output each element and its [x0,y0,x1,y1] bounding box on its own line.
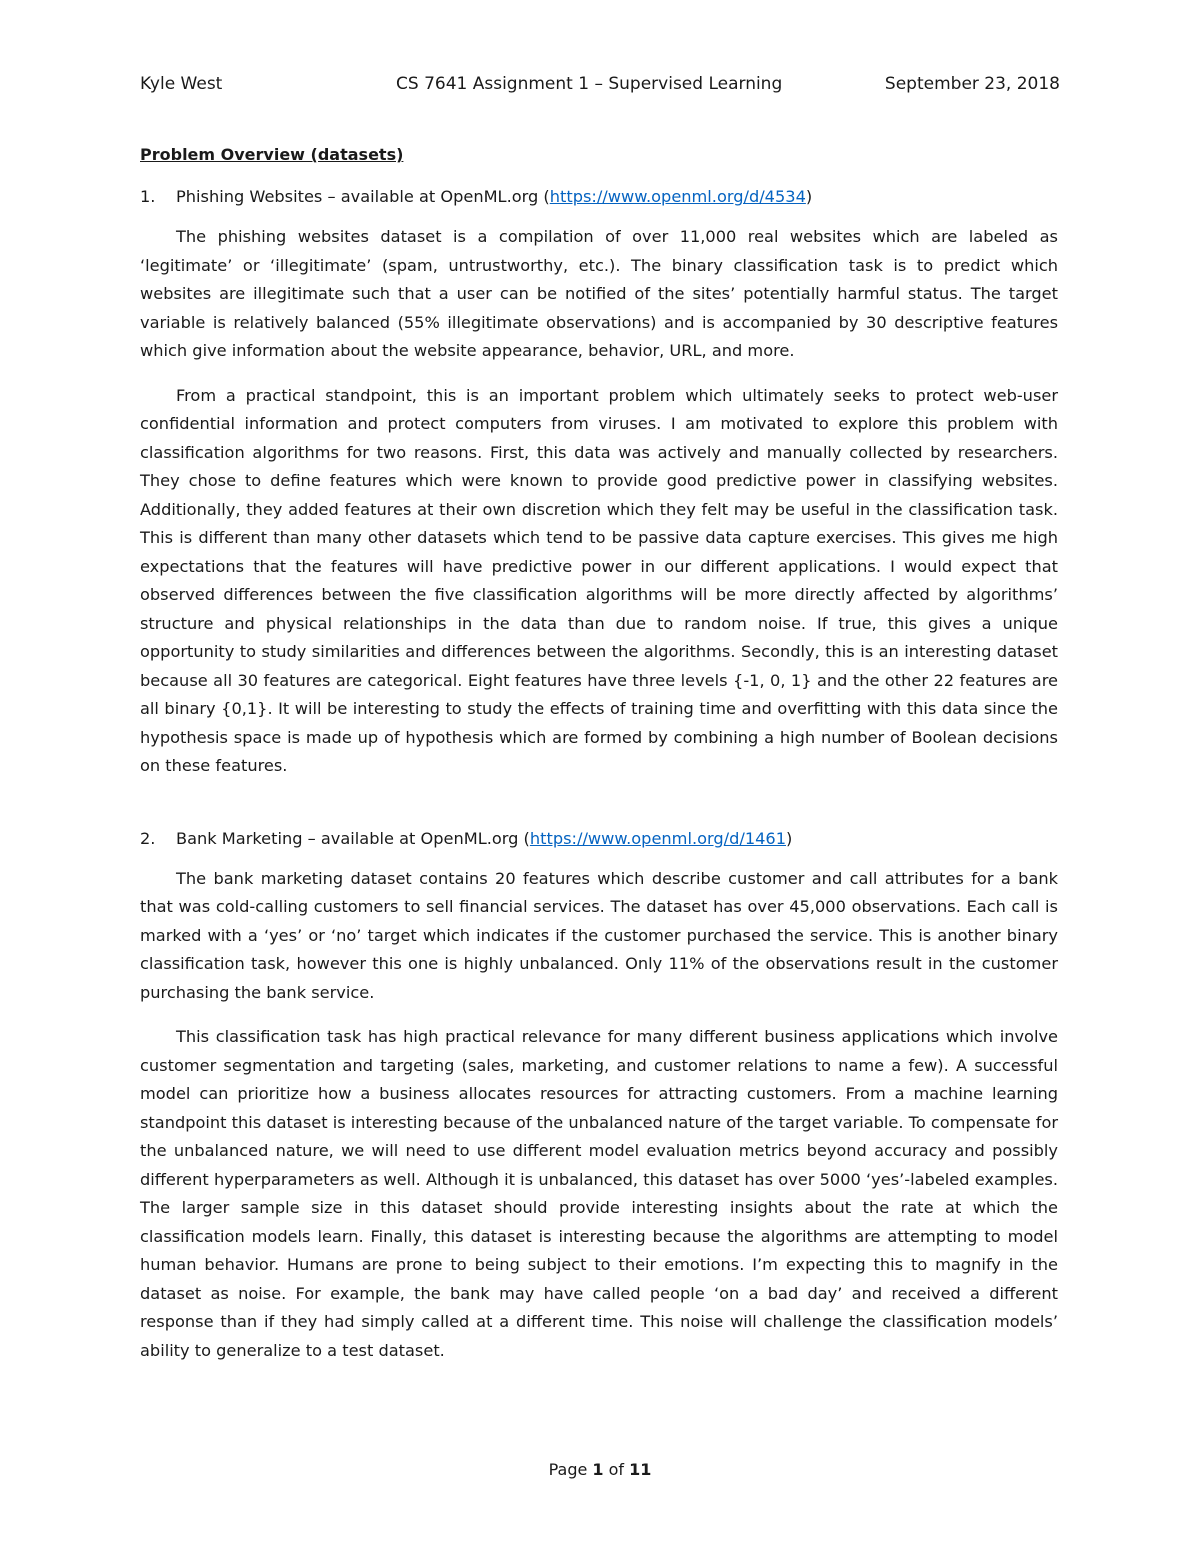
footer-of-word: of [608,1460,625,1479]
dataset-1-paragraph-2: From a practical standpoint, this is an important problem which ultimately seeks to protect web-user confidential information and protect computers from viruses. I am motivated to explore this problem with classification algorithms for two reasons. First, this data was actively and manually collected by researchers. They chose to define features which were known to provide good predictive power in classifying websites. Additionally, they added features at their own discretion which they felt may be useful in the classification task. This is different than many other datasets which tend to be passive data capture exercises. This gives me high expectations that the features will have predictive power in our different applications. I would expect that observed differences between the five classification algorithms will be more directly affected by algorithms’ structure and physical relationships in the data than due to random noise. If true, this gives a unique opportunity to study similarities and differences between the algorithms. Secondly, this is an interesting dataset because all 30 features are categorical. Eight features have three levels {-1, 0, 1} and the other 22 features are all binary {0,1}. It will be interesting to study the effects of training time and overfitting with this data since the hypothesis space is made up of hypothesis which are formed by combining a high number of Boolean decisions on these features. [140,385,1058,775]
dataset-1-number: 1. [140,187,156,206]
footer-page-total: 11 [629,1460,652,1479]
section-title: Problem Overview (datasets) [140,145,404,164]
dataset-2-link[interactable]: https://www.openml.org/d/1461 [529,828,787,848]
dataset-1-title: Phishing Websites – available at OpenML.org (https://www.openml.org/d/4534) [176,187,813,206]
dataset-2-number: 2. [140,828,156,848]
dataset-1-heading [140,185,1058,209]
footer-page-number: 1 [592,1460,604,1479]
dataset-2-paragraph-2: This classification task has high practical relevance for many different business applications which involve customer segmentation and targeting (sales, marketing, and customer relations to name a few). A successful model can prioritize how a business allocates resources for attracting customers. From a machine learning standpoint this dataset is interesting because of the unbalanced nature of the target variable. To compensate for the unbalanced nature, we will need to use different model evaluation metrics beyond accuracy and possibly different hyperparameters as well. Although it is unbalanced, this dataset has over 5000 ‘yes’-labeled examples. The larger sample size in this dataset should provide interesting insights about the rate at which the classification models learn. Finally, this dataset is interesting because the algorithms are attempting to model human behavior. Humans are prone to being subject to their emotions. I’m expecting this to magnify in the dataset as noise. For example, the bank may have called people ‘on a bad day’ and received a different response than if they had simply called at a different time. This noise will challenge the classification models’ ability to generalize to a test dataset. [140,1027,1058,1360]
dataset-2-heading [140,827,1058,851]
dataset-1-link[interactable]: https://www.openml.org/d/4534 [549,187,806,206]
section-spacer [140,797,1058,827]
header-title: CS 7641 Assignment 1 – Supervised Learning [396,74,783,94]
page-content [140,143,1058,1381]
header-author: Kyle West [140,74,223,94]
page-header [140,74,1060,98]
dataset-2-paragraph-1: The bank marketing dataset contains 20 features which describe customer and call attributes for a bank that was cold-calling customers to sell financial services. The dataset has over 45,000 observations. Each call is marked with a ‘yes’ or ‘no’ target which indicates if the customer purchased the service. This is another binary classification task, however this one is highly unbalanced. Only 11% of the observations result in the customer purchasing the bank service. [140,868,1058,1002]
page-footer [0,1460,1200,1479]
dataset-1-paragraph-1: The phishing websites dataset is a compilation of over 11,000 real websites which are labeled as ‘legitimate’ or ‘illegitimate’ (spam, untrustworthy, etc.). The binary classification task is to predict which websites are illegitimate such that a user can be notified of the sites’ potentially harmful status. The target variable is relatively balanced (55% illegitimate observations) and is accompanied by 30 descriptive features which give information about the website appearance, behavior, URL, and more. [140,227,1058,360]
header-date: September 23, 2018 [884,74,1060,94]
footer-page-word: Page [548,1460,588,1479]
dataset-2-title: Bank Marketing – available at OpenML.org (https://www.openml.org/d/1461) [176,828,793,848]
